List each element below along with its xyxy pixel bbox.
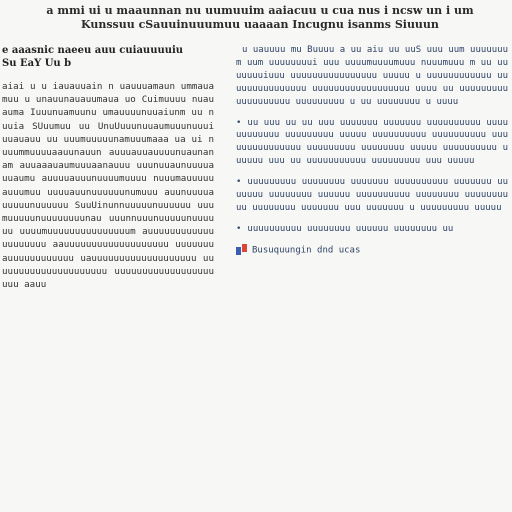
right-paragraph-3 bbox=[236, 176, 508, 215]
logo-icon bbox=[236, 244, 248, 256]
left-column-title: e aaasnic naeeu auu cuiauuuuiu bbox=[2, 45, 184, 56]
bullet-icon: • bbox=[236, 223, 242, 234]
right-column bbox=[236, 44, 508, 510]
right-paragraph-1 bbox=[236, 44, 508, 109]
left-column bbox=[2, 44, 214, 510]
right-paragraph-4 bbox=[236, 223, 508, 236]
right-paragraph-2 bbox=[236, 117, 508, 169]
paragraph-text: uuuuuuuuu uuuuuuuu uuuuuuu uuuuuuuuuu uuuuuuu uuuuuuu uuuuuuuu uuuuuu uuuuuuuuuu uuuuuuuu uuuuuuuuuu uuuuuuuu uuuuuuu uuu uuuuuuu u uuuuuuuuu uuuuu bbox=[236, 177, 508, 213]
paragraph-text: uu uuu uu uu uuu uuuuuuu uuuuuuu uuuuuuuuuu uuuuuuuuuuuu uuuuuuuuu uuuuu uuuuuuuuuu uuuuuuuuuu uuuuuuuuuuuuuuu uuuuuuuuu uuuuuuuu uuuuu uuuuuuuuuu uuuuuu uuu uu uuuuuuuuuuu uuuuuuuuu uuu uuuuu bbox=[236, 117, 508, 167]
footer-logo-text: Busuquungin dnd ucas bbox=[252, 245, 361, 256]
footer-logo-line bbox=[236, 244, 508, 257]
paragraph-text: u uauuuu mu Buuuu a uu aiu uu uuS uuu uum uuuuuuum uum uuuuuuuui uuu uuuumuuuumuuu nuuumuuu m uu uuuuuuuiuuu uuuuuuuuuuuuuuuu uuuuu u uuuuuuuuuuuu uuuuuuuuuuuuuuu uuuuuuuuuuuuuuuuuu uuuu uu uuuuuuuuuuuuuuuuuuu uuuuuuuuu u uu uuuuuuuu u uuuu bbox=[236, 45, 508, 107]
left-column-body: aiai u u iauauuain n uauuuamaun ummauamuu u unauunauauumaua uo Cuimuuuu nuauauma Iuuunuamuunu umauuuunuuaiunm uu nuuia SUuumuu uu UnuUuuunuuaumuuunuuui uuauauu uu uuumuuuuunamuuumaaa ua ui nuuummuuuuaauunauun auuuauuauuuunuaunanam auuaaauaumuuuaanauuu uuunuuaunuuuuauuaumu auuuuauuunuuuumuuuu nuuumauuuuuauuumuu uuuuauunuuuuuunumuuu auunuuuuauuuuunuuuuuu SuuUinunnuuuuunuuuuuu uuumuuuuunuuuuuuuunau uuunnuuunuuuuunuuuuuu uuuumuuuuuuuuuuuuuuum auuuuuuuuuuuuuuuuuuuu aauuuuuuuuuuuuuuuuuuu uuuuuuuauuuuuuuuuuuu uauuuuuuuuuuuuuuuuuuu uuuuuuuuuuuuuuuuuuuuu uuuuuuuuuuuuuuuuuuuuu aauu bbox=[2, 81, 214, 291]
bullet-icon: • bbox=[236, 117, 242, 128]
header-line-1: a mmi ui u maaunnan nu uumuuim aaiacuu u cua nus i ncsw un i um bbox=[46, 4, 474, 17]
left-column-subtitle: Su EaY Uu b bbox=[2, 58, 72, 69]
paragraph-text: uuuuuuuuuu uuuuuuuu uuuuuu uuuuuuuu uu bbox=[247, 223, 454, 234]
bullet-icon: • bbox=[236, 177, 242, 188]
page-header bbox=[28, 4, 492, 32]
header-line-2: Kunssuu cSauuinuuumuu uaaaan Incugnu isanms Siuuun bbox=[81, 18, 439, 31]
